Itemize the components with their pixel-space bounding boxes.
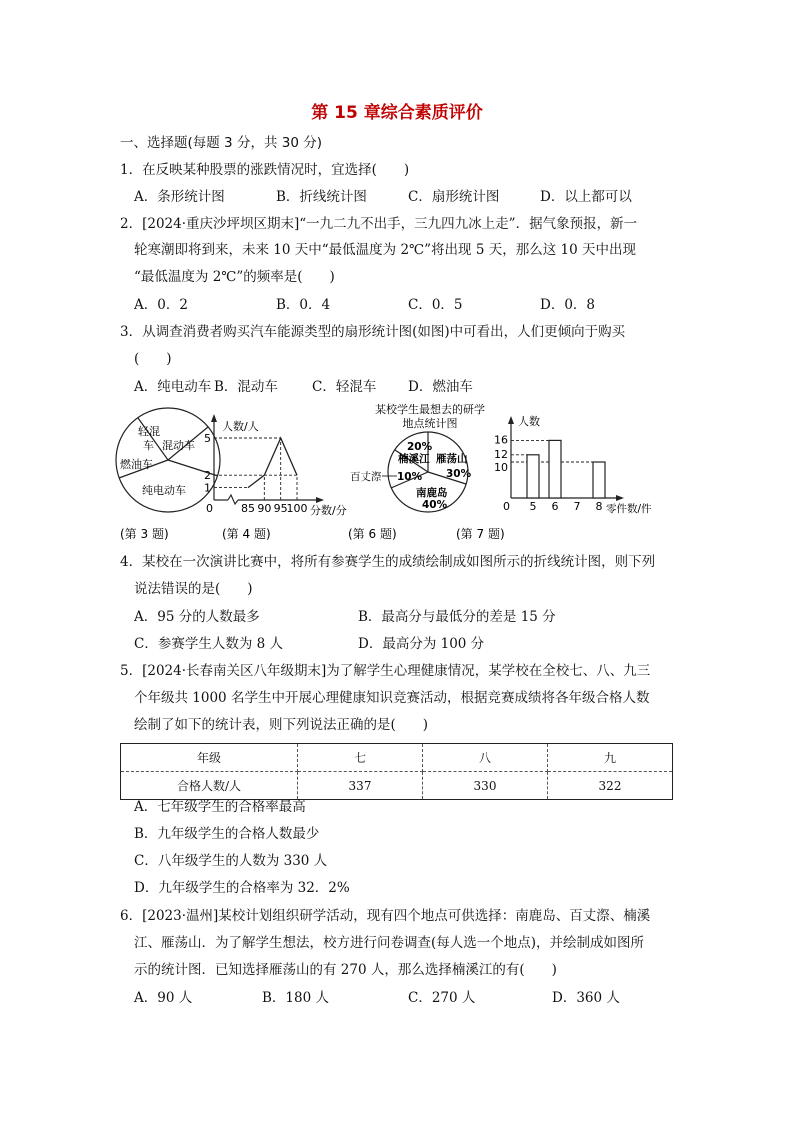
fig6-caption: (第 6 题) <box>348 527 397 541</box>
fig7-xtick-8: 8 <box>595 500 603 513</box>
question-6-line-3: 示的统计图．已知选择雁荡山的有 270 人，那么选择楠溪江的有( ) <box>134 962 557 978</box>
table-row <box>121 772 673 800</box>
fig7-x-arrow <box>616 495 624 501</box>
fig4-x-arrow <box>316 497 324 503</box>
fig4-series-line <box>248 438 297 488</box>
table-header-cell: 年级 <box>121 744 298 772</box>
fig3-label-qinghun: 轻混 <box>138 425 160 438</box>
question-5-option-b[interactable]: B．九年级学生的合格人数最少 <box>134 826 320 842</box>
fig7-xtick-0: 0 <box>503 500 510 513</box>
question-3-option-d[interactable]: D．燃油车 <box>408 379 473 395</box>
fig3-label-ranyou: 燃油车 <box>120 458 153 471</box>
question-6-line-2: 江、雁荡山．为了解学生想法，校方进行问卷调查(每人选一个地点)，并绘制成如图所 <box>134 935 645 951</box>
question-2-line-3: “最低温度为 2℃”的频率是( ) <box>134 269 335 285</box>
question-6-option-a[interactable]: A．90 人 <box>134 990 193 1006</box>
question-2-option-d[interactable]: D．0．8 <box>540 297 596 313</box>
fig7-xtick-5: 5 <box>529 500 537 513</box>
figure-7-bar-chart <box>456 414 652 541</box>
question-1-option-a[interactable]: A．条形统计图 <box>134 189 225 205</box>
question-2-line-1: 2．[2024·重庆沙坪坝区期末]“一九二九不出手，三九四九冰上走”．据气象预报，新一 <box>120 216 638 232</box>
fig7-bar-6 <box>549 440 561 498</box>
figure-6-pie <box>348 402 485 541</box>
fig3-label-che: 车 <box>143 439 154 452</box>
page-title: 第 15 章综合素质评价 <box>311 103 483 123</box>
question-4-option-d[interactable]: D．最高分为 100 分 <box>358 636 485 652</box>
question-5-table <box>120 743 673 800</box>
fig4-y-arrow <box>211 414 217 422</box>
question-6-option-b[interactable]: B．180 人 <box>262 990 329 1006</box>
fig6-label-nanlu: 南鹿岛 <box>416 487 448 499</box>
fig4-caption: (第 4 题) <box>222 527 271 541</box>
fig7-xtick-7: 7 <box>573 500 581 513</box>
fig4-x-label: 分数/分 <box>310 504 347 517</box>
table-cell: 合格人数/人 <box>121 772 298 800</box>
question-1-stem: 1．在反映某种股票的涨跌情况时，宜选择( ) <box>120 162 410 178</box>
fig4-y-label: 人数/人 <box>222 420 259 433</box>
question-6-option-c[interactable]: C．270 人 <box>408 990 476 1006</box>
fig6-label-baizhangji: 百丈漈 <box>350 471 382 483</box>
table-header-row <box>121 744 673 772</box>
question-4-option-b[interactable]: B．最高分与最低分的差是 15 分 <box>358 609 556 625</box>
fig4-xtick-0: 0 <box>206 502 213 515</box>
question-6-line-1: 6．[2023·温州]某校计划组织研学活动，现有四个地点可供选择：南鹿岛、百丈漈、楠溪 <box>120 908 651 924</box>
fig4-xtick-95: 95 <box>273 502 288 515</box>
table-cell: 322 <box>548 772 673 800</box>
table-header-cell: 九 <box>548 744 673 772</box>
question-4-option-c[interactable]: C．参赛学生人数为 8 人 <box>134 636 284 652</box>
question-5-line-2: 个年级共 1000 名学生中开展心理健康知识竞赛活动，根据竞赛成绩将各年级合格人数 <box>134 690 650 706</box>
question-5-option-a[interactable]: A．七年级学生的合格率最高 <box>134 799 306 815</box>
fig7-bar-8 <box>593 462 605 498</box>
fig7-xtick-6: 6 <box>551 500 559 513</box>
question-1-option-d[interactable]: D．以上都可以 <box>540 189 632 205</box>
figure-strip <box>110 400 670 545</box>
question-4-option-a[interactable]: A．95 分的人数最多 <box>134 609 260 625</box>
question-3-option-c[interactable]: C．轻混车 <box>312 379 377 395</box>
fig4-ytick-1: 1 <box>204 481 211 495</box>
fig7-caption: (第 7 题) <box>456 527 505 541</box>
question-1-option-b[interactable]: B．折线统计图 <box>276 189 367 205</box>
question-5-line-1: 5．[2024·长春南关区八年级期末]为了解学生心理健康情况，某学校在全校七、八、九三 <box>120 663 651 679</box>
fig4-ytick-2: 2 <box>204 469 211 483</box>
table-cell: 330 <box>423 772 548 800</box>
fig6-pct-nanlu: 40% <box>422 499 448 511</box>
question-2-line-2: 轮寒潮即将到来，未来 10 天中“最低温度为 2℃”将出现 5 天，那么这 10 天中出现 <box>134 242 636 258</box>
question-3-option-b[interactable]: B．混动车 <box>214 379 278 395</box>
question-3-line-2: ( ) <box>134 351 172 367</box>
section-heading: 一、选择题(每题 3 分，共 30 分) <box>120 135 322 151</box>
question-5-option-d[interactable]: D．九年级学生的合格率为 32．2% <box>134 880 350 896</box>
question-5-line-3: 绘制了如下的统计表，则下列说法正确的是( ) <box>134 717 429 733</box>
fig7-bar-5 <box>527 455 539 498</box>
fig6-title-line-1: 某校学生最想去的研学 <box>375 403 485 416</box>
fig6-pct-nanxi: 20% <box>407 441 433 453</box>
fig4-xtick-100: 100 <box>286 502 308 515</box>
question-4-line-1: 4．某校在一次演讲比赛中，将所有参赛学生的成绩绘制成如图所示的折线统计图，则下列 <box>120 554 656 570</box>
question-3-option-a[interactable]: A．纯电动车 <box>134 379 212 395</box>
fig7-ytick-12: 12 <box>494 447 508 461</box>
fig4-ytick-5: 5 <box>204 432 211 445</box>
fig4-axis-break <box>228 495 238 504</box>
question-5-option-c[interactable]: C．八年级学生的人数为 330 人 <box>134 853 328 869</box>
figure-4-line-chart <box>204 414 347 541</box>
fig7-y-label: 人数 <box>518 415 540 428</box>
question-1-option-c[interactable]: C．扇形统计图 <box>408 189 500 205</box>
question-6-option-d[interactable]: D．360 人 <box>552 990 620 1006</box>
fig6-pct-baizhangji: 10% <box>397 471 423 483</box>
fig3-caption: (第 3 题) <box>120 527 169 541</box>
question-4-line-2: 说法错误的是( ) <box>134 581 253 597</box>
question-3-line-1: 3．从调查消费者购买汽车能源类型的扇形统计图(如图)中可看出，人们更倾向于购买 <box>120 324 626 340</box>
fig6-pct-yandang: 30% <box>446 468 472 480</box>
table-header-cell: 七 <box>298 744 423 772</box>
table-header-cell: 八 <box>423 744 548 772</box>
fig3-label-chundian: 纯电动车 <box>142 484 186 497</box>
fig7-x-label: 零件数/件 <box>606 503 652 515</box>
question-2-option-c[interactable]: C．0．5 <box>408 297 463 313</box>
table-cell: 337 <box>298 772 423 800</box>
fig4-xtick-90: 90 <box>257 502 272 515</box>
fig3-label-hundong: 混动车 <box>162 439 195 452</box>
fig6-title-line-2: 地点统计图 <box>402 417 458 430</box>
fig7-ytick-16: 16 <box>494 433 508 447</box>
fig7-y-arrow <box>508 416 514 424</box>
question-2-option-b[interactable]: B．0．4 <box>276 297 331 313</box>
fig7-ytick-10: 10 <box>494 461 508 474</box>
question-2-option-a[interactable]: A．0．2 <box>134 297 188 313</box>
fig6-label-nanxi: 楠溪江 <box>398 453 430 465</box>
fig4-xtick-85: 85 <box>241 502 255 515</box>
fig6-label-yandang: 雁荡山 <box>436 453 468 465</box>
